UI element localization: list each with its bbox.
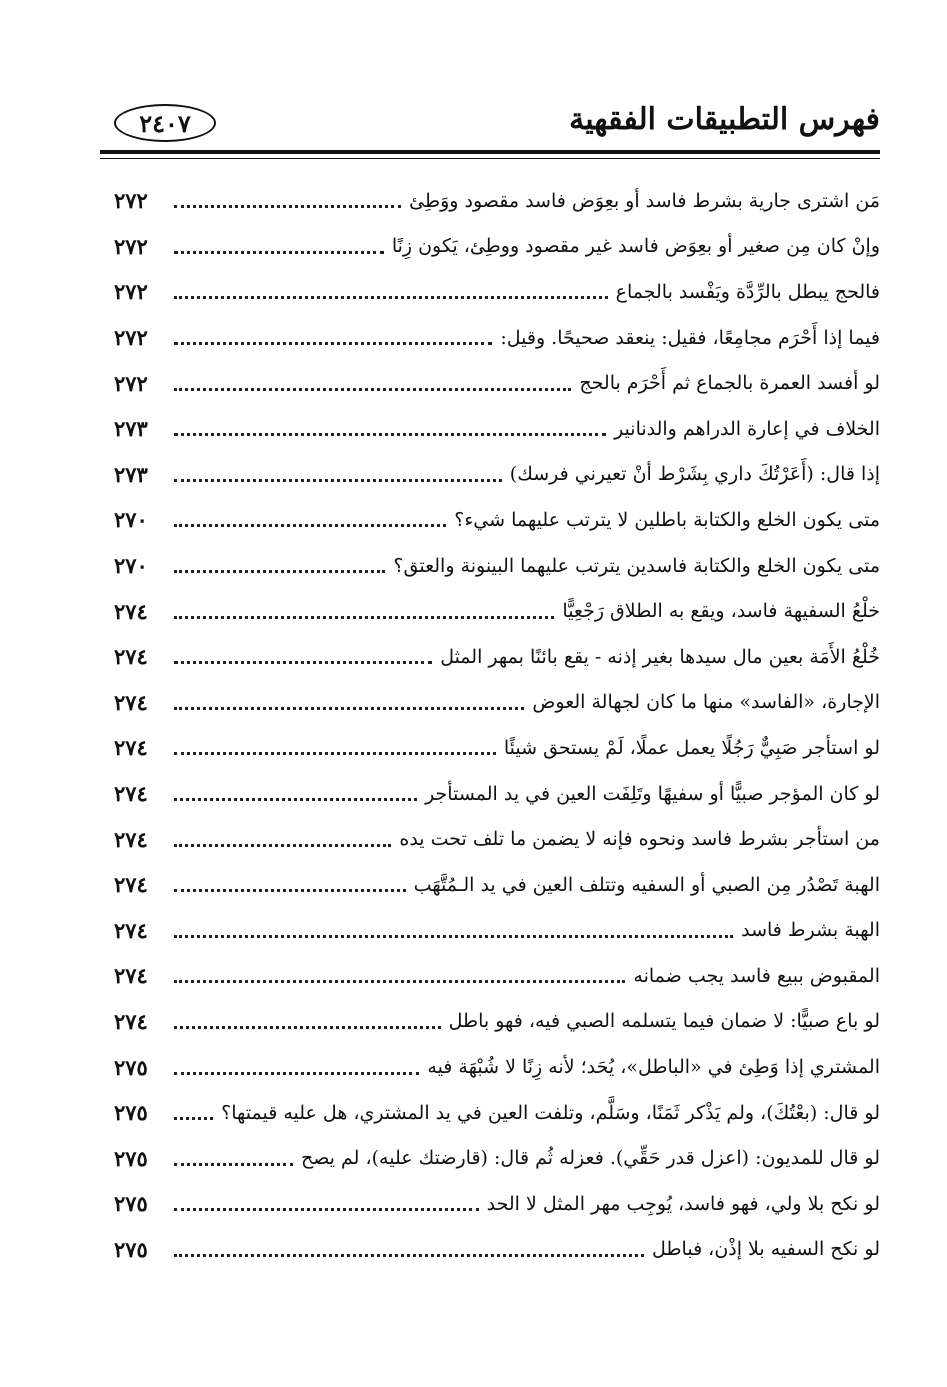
entry-page-number: ٢٧٤: [114, 598, 148, 624]
entry-page-number: ٢٧٤: [114, 826, 148, 852]
entry-page-number: ٢٧٤: [114, 644, 148, 670]
index-entry: [114, 1181, 880, 1227]
dot-leader: [174, 705, 524, 710]
entry-page-number: ٢٧٢: [114, 279, 148, 305]
index-entry: [114, 178, 880, 224]
index-entry: [114, 953, 880, 999]
dot-leader: [174, 1206, 479, 1211]
entry-text: من استأجر بشرط فاسد ونحوه فإنه لا يضمن ما تلف تحت يده: [399, 828, 880, 851]
entry-text: متى يكون الخلع والكتابة باطلين لا يترتب عليهما شيء؟: [454, 508, 880, 531]
page-header: [100, 96, 880, 156]
entry-text: لو أفسد العمرة بالجماع ثم أَحْرَم بالحج: [579, 372, 880, 395]
index-entry: [114, 862, 880, 908]
dot-leader: [174, 340, 492, 345]
index-entry: [114, 452, 880, 498]
dot-leader: [174, 1115, 213, 1120]
entry-page-number: ٢٧٣: [114, 461, 148, 487]
index-entry: [114, 360, 880, 406]
entry-text: الإجارة، «الفاسد» منها ما كان لجهالة العوض: [532, 691, 880, 714]
dot-leader: [174, 750, 496, 755]
index-entry: [114, 725, 880, 771]
index-entry: [114, 1044, 880, 1090]
index-entry: [114, 543, 880, 589]
entry-page-number: ٢٧٤: [114, 963, 148, 989]
entry-text: لو باع صبيًّا: لا ضمان فيما يتسلمه الصبي فيه، فهو باطل: [448, 1010, 880, 1033]
entry-page-number: ٢٧٥: [114, 1100, 148, 1126]
index-entry: [114, 588, 880, 634]
index-entry: [114, 497, 880, 543]
dot-leader: [174, 386, 571, 391]
dot-leader: [174, 1024, 441, 1029]
dot-leader: [174, 796, 417, 801]
entry-text: لو استأجر صَبِيٌّ رَجُلًا يعمل عملًا، لَمْ يستحق شيئًا: [503, 736, 880, 759]
index-entry: [114, 406, 880, 452]
entry-text: وإنْ كان مِن صغير أو بعِوَض فاسد غير مقصود ووطِئ، يَكون زِنًا: [391, 235, 880, 258]
entry-text: المقبوض ببيع فاسد يجب ضمانه: [633, 964, 880, 987]
index-entry: [114, 1227, 880, 1273]
entry-page-number: ٢٧٤: [114, 689, 148, 715]
page-title: فهرس التطبيقات الفقهية: [569, 102, 880, 137]
entry-text: إذا قال: (أَعَرْتُكَ داري بِشَرْط أنْ تعيرني فرسك): [509, 463, 880, 486]
entry-page-number: ٢٧٣: [114, 416, 148, 442]
entry-text: المشتري إذا وَطِئ في «الباطل»، يُحَد؛ لأنه زِنًا لا شُبْهَة فيه: [427, 1056, 880, 1079]
dot-leader: [174, 294, 608, 299]
index-entry: [114, 680, 880, 726]
entry-text: فالحج يبطل بالرِّدَّة ويَفْسد بالجماع: [615, 280, 880, 303]
entry-text: الهبة بشرط فاسد: [741, 919, 880, 942]
entry-page-number: ٢٧٤: [114, 735, 148, 761]
entry-page-number: ٢٧٤: [114, 781, 148, 807]
dot-leader: [174, 1252, 644, 1257]
index-entry: [114, 1135, 880, 1181]
dot-leader: [174, 477, 502, 482]
index-entry: [114, 771, 880, 817]
index-list: [114, 178, 880, 1272]
dot-leader: [174, 1070, 419, 1075]
entry-text: لو نكح السفيه بلا إذْن، فباطل: [652, 1238, 880, 1261]
entry-text: لو نكح بلا ولي، فهو فاسد، يُوجِب مهر المثل لا الحد: [486, 1192, 880, 1215]
entry-text: الخلاف في إعارة الدراهم والدنانير: [614, 417, 880, 440]
dot-leader: [174, 1161, 293, 1166]
entry-text: متى يكون الخلع والكتابة فاسدين يترتب عليهما البينونة والعتق؟: [393, 554, 880, 577]
dot-leader: [174, 431, 606, 436]
dot-leader: [174, 614, 554, 619]
page-number-badge: ٢٤٠٧: [114, 104, 216, 142]
entry-page-number: ٢٧٤: [114, 1008, 148, 1034]
entry-page-number: ٢٧٠: [114, 507, 148, 533]
dot-leader: [174, 978, 625, 983]
dot-leader: [174, 933, 733, 938]
entry-page-number: ٢٧٥: [114, 1145, 148, 1171]
entry-text: خُلْعُ الأَمَة بعين مال سيدها بغير إذنه - يقع بائنًا بمهر المثل: [440, 645, 880, 668]
index-entry: [114, 1090, 880, 1136]
entry-text: الهبة تَصْدُر مِن الصبي أو السفيه وتتلف العين في يد الـمُتَّهَب: [413, 873, 880, 896]
index-entry: [114, 634, 880, 680]
index-entry: [114, 269, 880, 315]
entry-page-number: ٢٧٢: [114, 188, 148, 214]
entry-page-number: ٢٧٥: [114, 1236, 148, 1262]
entry-text: لو قال للمديون: (اعزل قدر حَقِّي). فعزله ثُم قال: (قارضتك عليه)، لم يصح: [300, 1147, 880, 1170]
entry-text: مَن اشترى جارية بشرط فاسد أو بعِوَض فاسد مقصود ووَطِئ: [409, 189, 880, 212]
dot-leader: [174, 249, 384, 254]
entry-page-number: ٢٧٤: [114, 872, 148, 898]
index-entry: [114, 224, 880, 270]
dot-leader: [174, 203, 401, 208]
entry-page-number: ٢٧٠: [114, 553, 148, 579]
entry-text: فيما إذا أَحْرَم مجامِعًا، فقيل: ينعقد صحيحًا. وقيل:: [500, 326, 880, 349]
index-entry: [114, 816, 880, 862]
dot-leader: [174, 659, 432, 664]
header-rule-thin: [100, 158, 880, 159]
entry-page-number: ٢٧٢: [114, 370, 148, 396]
entry-page-number: ٢٧٤: [114, 917, 148, 943]
header-rule-thick: [100, 150, 880, 154]
entry-page-number: ٢٧٥: [114, 1054, 148, 1080]
entry-page-number: ٢٧٥: [114, 1191, 148, 1217]
entry-page-number: ٢٧٢: [114, 233, 148, 259]
index-entry: [114, 315, 880, 361]
dot-leader: [174, 887, 406, 892]
entry-page-number: ٢٧٢: [114, 325, 148, 351]
dot-leader: [174, 842, 391, 847]
entry-text: لو قال: (بعْتُكَ)، ولم يَذْكر ثَمَنًا، وسَلَّم، وتلفت العين في يد المشتري، هل عليه قيمتها؟: [221, 1101, 880, 1124]
dot-leader: [174, 522, 446, 527]
index-entry: [114, 999, 880, 1045]
dot-leader: [174, 568, 385, 573]
index-entry: [114, 908, 880, 954]
entry-text: لو كان المؤجر صبيًّا أو سفيهًا وتَلِفَت العين في يد المستأجر: [425, 782, 880, 805]
entry-text: خلْعُ السفيهة فاسد، ويقع به الطلاق رَجْعِيًّا: [562, 600, 880, 623]
